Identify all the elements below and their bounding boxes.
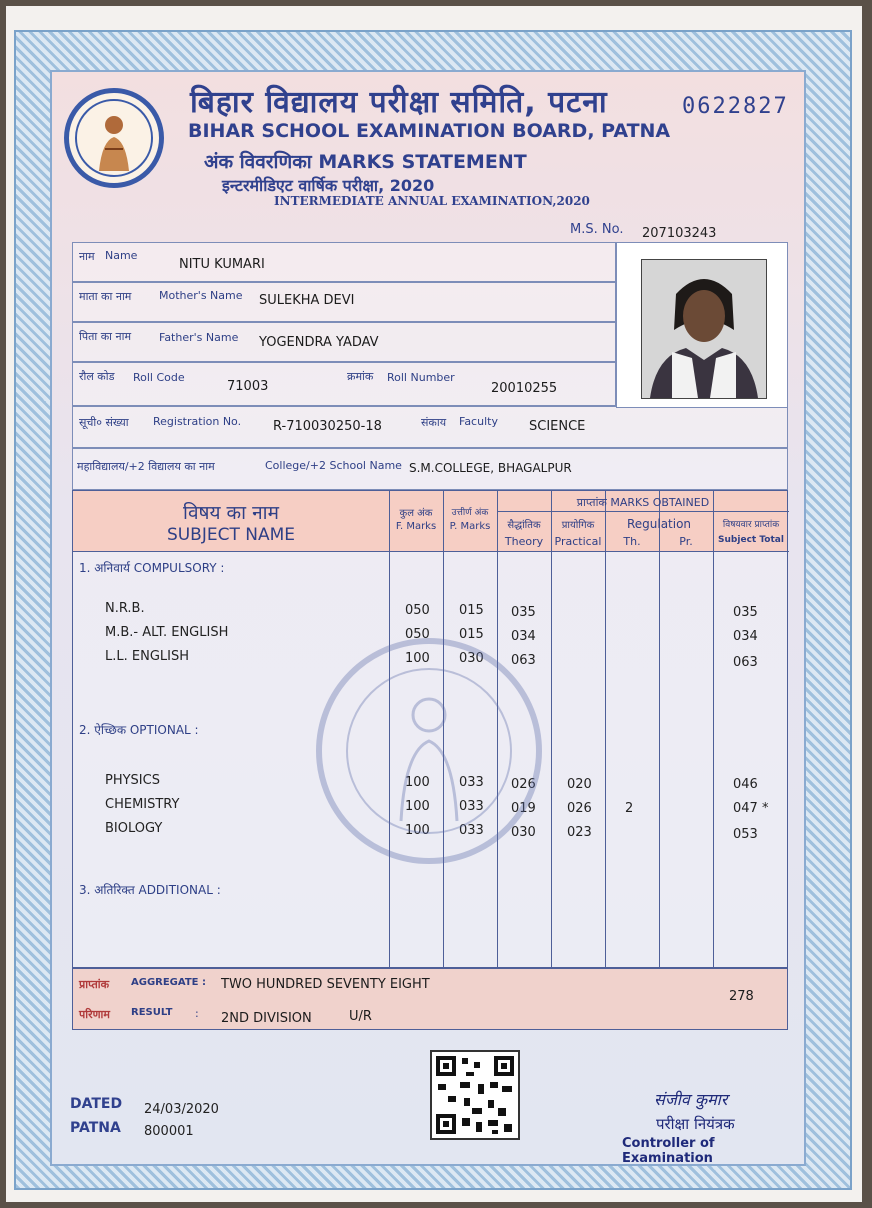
pass-marks-header: P. Marks	[449, 521, 491, 532]
theory-marks: 019	[511, 801, 536, 816]
practical-header: Practical	[554, 535, 602, 548]
exam-title-hindi: इन्टरमीडिएट वार्षिक परीक्षा, 2020	[222, 176, 435, 195]
subject-total: 035	[733, 605, 758, 620]
regulation-header: Regulation	[626, 517, 692, 531]
result-label: RESULT	[131, 1007, 173, 1018]
ms-no-value: 207103243	[642, 226, 717, 241]
subject-total: 034	[733, 629, 758, 644]
regulation-theory: 2	[625, 801, 634, 816]
result-division: 2ND DIVISION	[221, 1011, 312, 1026]
college-label-hindi: महाविद्यालय/+2 विद्यालय का नाम	[77, 460, 215, 473]
subject-name: BIOLOGY	[105, 821, 163, 836]
pr-header: Pr.	[679, 535, 693, 548]
subject-total: 053	[733, 827, 758, 842]
student-name: NITU KUMARI	[179, 257, 265, 272]
full-marks: 050	[405, 603, 430, 618]
practical-marks: 026	[567, 801, 592, 816]
name-label-hindi: नाम	[79, 250, 95, 263]
roll-number-label-hindi: क्रमांक	[347, 370, 374, 383]
marks-obtained-header: प्राप्तांक MARKS OBTAINED	[576, 496, 710, 509]
place-label: PATNA	[70, 1120, 121, 1136]
faculty-label-hindi: संकाय	[421, 416, 447, 429]
registration-number: R-710030250-18	[273, 419, 382, 434]
full-marks: 050	[405, 627, 430, 642]
theory-header-hindi: सैद्धांतिक	[507, 520, 541, 531]
theory-marks: 034	[511, 629, 536, 644]
subject-name: M.B.- ALT. ENGLISH	[105, 625, 229, 640]
pass-marks-header-hindi: उत्तीर्ण अंक	[451, 508, 489, 518]
result-label-hindi: परिणाम	[79, 1008, 110, 1021]
name-label: Name	[105, 249, 138, 262]
theory-marks: 030	[511, 825, 536, 840]
father-row	[72, 322, 616, 362]
full-marks-header-hindi: कुल अंक	[399, 508, 433, 519]
roll-number-label: Roll Number	[387, 371, 455, 384]
mother-name: SULEKHA DEVI	[259, 293, 355, 308]
father-label-hindi: पिता का नाम	[79, 330, 132, 343]
certificate-body	[50, 70, 806, 1166]
registration-label-hindi: सूची० संख्या	[79, 416, 129, 429]
roll-number: 20010255	[491, 381, 558, 396]
subject-total: 046	[733, 777, 758, 792]
subject-total: 063	[733, 655, 758, 670]
ms-no-label: M.S. No.	[570, 222, 624, 237]
controller-title-hindi: परीक्षा नियंत्रक	[656, 1115, 735, 1133]
subject-name: L.L. ENGLISH	[105, 649, 189, 664]
roll-code-label-hindi: रौल कोड	[79, 370, 115, 383]
registration-row	[72, 406, 788, 448]
subject-header-english: SUBJECT NAME	[166, 525, 296, 545]
goddess-emblem-icon	[69, 93, 159, 183]
compulsory-section-label: 1. अनिवार्य COMPULSORY :	[79, 561, 225, 575]
theory-header: Theory	[504, 535, 544, 548]
practical-marks: 023	[567, 825, 592, 840]
college-label: College/+2 School Name	[265, 459, 402, 472]
pass-marks: 015	[459, 627, 484, 642]
aggregate-total: 278	[729, 989, 754, 1004]
student-photo	[641, 259, 767, 399]
result-category: U/R	[349, 1009, 372, 1024]
aggregate-label: AGGREGATE :	[131, 977, 206, 988]
mother-label-hindi: माता का नाम	[79, 290, 132, 303]
full-marks: 100	[405, 775, 430, 790]
subject-total: 047 *	[733, 801, 769, 816]
father-name: YOGENDRA YADAV	[259, 335, 379, 350]
board-title-hindi: बिहार विद्यालय परीक्षा समिति, पटना	[190, 85, 608, 120]
optional-section-label: 2. ऐच्छिक OPTIONAL :	[79, 723, 199, 737]
college-name: S.M.COLLEGE, BHAGALPUR	[409, 461, 572, 475]
subject-name: PHYSICS	[105, 773, 160, 788]
marks-statement-sheet	[6, 6, 862, 1202]
name-row	[72, 242, 616, 282]
roll-code-label: Roll Code	[133, 371, 185, 384]
aggregate-block	[72, 968, 788, 1030]
theory-marks: 063	[511, 653, 536, 668]
subject-name: N.R.B.	[105, 601, 145, 616]
full-marks: 100	[405, 823, 430, 838]
theory-marks: 026	[511, 777, 536, 792]
aggregate-label-hindi: प्राप्तांक	[79, 978, 110, 991]
result-colon: :	[195, 1007, 199, 1020]
student-portrait-icon	[642, 260, 766, 398]
subject-total-header-hindi: विषयवार प्राप्तांक	[722, 520, 780, 530]
theory-marks: 035	[511, 605, 536, 620]
serial-number: 0622827	[682, 94, 789, 119]
college-row	[72, 448, 788, 490]
pass-marks: 015	[459, 603, 484, 618]
mother-row	[72, 282, 616, 322]
qr-code-icon	[432, 1052, 518, 1138]
registration-label: Registration No.	[153, 415, 242, 428]
watermark-seal-icon	[309, 631, 549, 871]
roll-row	[72, 362, 616, 406]
additional-section-label: 3. अतिरिक्त ADDITIONAL :	[79, 883, 221, 897]
father-label: Father's Name	[159, 331, 239, 344]
mother-label: Mother's Name	[159, 289, 243, 302]
aggregate-in-words: TWO HUNDRED SEVENTY EIGHT	[221, 977, 430, 992]
dated-value: 24/03/2020	[144, 1102, 219, 1117]
full-marks: 100	[405, 651, 430, 666]
board-seal-logo	[64, 88, 164, 188]
qr-code	[430, 1050, 520, 1140]
controller-title-english: Controller of Examination	[622, 1136, 715, 1166]
marks-statement-title: अंक विवरणिका MARKS STATEMENT	[204, 151, 527, 173]
pass-marks: 033	[459, 799, 484, 814]
practical-header-hindi: प्रायोगिक	[561, 520, 595, 531]
roll-code: 71003	[227, 379, 269, 394]
dated-label: DATED	[70, 1096, 123, 1112]
faculty-label: Faculty	[459, 415, 498, 428]
full-marks: 100	[405, 799, 430, 814]
pass-marks: 033	[459, 823, 484, 838]
exam-title-english: INTERMEDIATE ANNUAL EXAMINATION,2020	[274, 194, 590, 208]
subject-name: CHEMISTRY	[105, 797, 180, 812]
faculty-value: SCIENCE	[529, 419, 586, 434]
full-marks-header: F. Marks	[395, 521, 437, 532]
th-header: Th.	[623, 535, 641, 548]
pass-marks: 033	[459, 775, 484, 790]
marks-table	[72, 490, 788, 968]
pin-code: 800001	[144, 1124, 194, 1139]
controller-signature: संजीव कुमार	[654, 1090, 728, 1109]
board-title-english: BIHAR SCHOOL EXAMINATION BOARD, PATNA	[188, 120, 671, 142]
pass-marks: 030	[459, 651, 484, 666]
practical-marks: 020	[567, 777, 592, 792]
subject-header-hindi: विषय का नाम	[183, 502, 279, 524]
subject-total-header: Subject Total	[718, 535, 784, 545]
photo-frame	[616, 242, 788, 408]
